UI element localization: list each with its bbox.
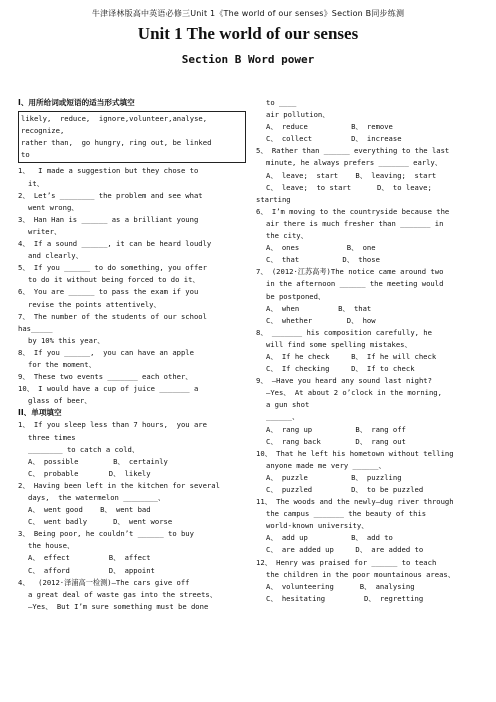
- question-line: will find some spelling mistakes、: [266, 339, 412, 349]
- question-line: C、 probable D、 likely: [28, 468, 151, 478]
- question-line: 9、 —Have you heard any sound last night?: [256, 376, 432, 386]
- word-bank-line: likely, reduce, ignore,volunteer,analyse,: [21, 114, 208, 124]
- question-line: air pollution、: [266, 110, 330, 120]
- word-bank-line: recognize,: [21, 126, 65, 136]
- question-line: C、 rang back D、 rang out: [266, 436, 406, 446]
- section-subtitle: Section B Word power: [181, 53, 315, 66]
- question-line: be postponed、: [266, 291, 326, 301]
- question-line: C、 afford D、 appoint: [28, 565, 155, 575]
- question-line: C、 If checking D、 If to check: [266, 364, 415, 374]
- question-line: 3、 Being poor, he couldn’t ______ to buy: [18, 529, 194, 539]
- question-line: 8、 If you ______, you can have an apple: [18, 347, 194, 357]
- question-line: 11、 The woods and the newly—dug river through: [256, 497, 454, 507]
- word-bank-line: rather than, go hungry, ring out, be linked: [21, 138, 212, 148]
- question-line: has_____: [18, 323, 53, 333]
- section-1-questions: [18, 165, 246, 407]
- right-column: [256, 97, 484, 605]
- question-line: the children in the poor mountainous areas、: [266, 569, 455, 579]
- question-line: A、 when B、 that: [266, 303, 372, 313]
- question-line: C、 puzzled D、 to be puzzled: [266, 485, 424, 494]
- question-line: anyone made me very ______、: [266, 460, 386, 470]
- question-line: revise the points attentively、: [28, 299, 161, 309]
- question-line: 2、 Having been left in the kitchen for several: [18, 480, 220, 490]
- question-line: for the moment、: [28, 359, 96, 369]
- word-bank-box: [18, 111, 246, 163]
- question-line: A、 effect B、 affect: [28, 553, 151, 563]
- question-line: the house、: [28, 541, 75, 551]
- question-line: 1、 If you sleep less than 7 hours, you are: [18, 420, 207, 430]
- question-line: A、 add up B、 add to: [266, 533, 393, 543]
- question-line: A、 went good B、 went bad: [28, 505, 151, 515]
- question-line: A、 reduce B、 remove: [266, 122, 393, 132]
- question-line: and clearly、: [28, 251, 83, 261]
- section-2-title: II、单项填空: [18, 408, 62, 418]
- question-line: 5、 Rather than ______ everything to the last: [256, 146, 450, 156]
- question-line: a great deal of waste gas into the streets、: [28, 589, 217, 599]
- question-line: it、: [28, 178, 44, 188]
- question-line: starting: [256, 194, 291, 204]
- question-line: to ____: [266, 98, 297, 107]
- question-line: to do it without being forced to do it、: [28, 275, 200, 285]
- question-line: C、 collect D、 increase: [266, 134, 402, 144]
- question-line: —Yes、 But I’m sure something must be done: [28, 601, 209, 611]
- question-line: C、 whether D、 how: [266, 315, 376, 325]
- question-line: 4、 If a sound ______, it can be heard loudly: [18, 239, 212, 249]
- question-line: C、 hesitating D、 regretting: [266, 593, 424, 603]
- question-line: minute, he always prefers _______ early、: [266, 158, 442, 168]
- question-line: C、 leave; to start D、 to leave;: [266, 182, 432, 192]
- left-column: [18, 97, 246, 613]
- question-line: went wrong、: [28, 202, 79, 212]
- question-line: 1、 I made a suggestion but they chose to: [18, 166, 199, 176]
- page-header: 牛津译林版高中英语必修三Unit 1《The world of our senses》Section B同步练测: [91, 9, 405, 18]
- section-2-questions-left: [18, 419, 246, 613]
- question-line: 12、 Henry was praised for ______ to teach: [256, 557, 437, 567]
- question-line: the city、: [266, 231, 308, 241]
- question-line: world-known university、: [266, 521, 369, 531]
- section-1-title: I、用所给词或短语的适当形式填空: [18, 98, 135, 107]
- question-line: a gun shot: [266, 400, 310, 410]
- question-line: 6、 I’m moving to the countryside because the: [256, 206, 450, 216]
- question-line: 9、 These two events _______ each other、: [18, 372, 193, 382]
- question-line: 3、 Han Han is ______ as a brilliant young: [18, 214, 199, 224]
- question-line: C、 that D、 those: [266, 255, 380, 265]
- question-line: glass of beer、: [28, 396, 92, 406]
- question-line: A、 ones B、 one: [266, 243, 376, 253]
- question-line: 8、 _______ his composition carefully, he: [256, 327, 432, 337]
- question-line: the campus _______ the beauty of this: [266, 509, 427, 519]
- question-line: 2、 Let’s ________ the problem and see what: [18, 190, 203, 200]
- question-line: A、 If he check B、 If he will check: [266, 351, 437, 361]
- question-line: A、 volunteering B、 analysing: [266, 581, 415, 591]
- question-line: C、 are added up D、 are added to: [266, 545, 424, 555]
- question-line: 10、 That he left his hometown without telling: [256, 448, 454, 458]
- question-line: ________ to catch a cold、: [28, 444, 140, 454]
- question-line: ______、: [266, 412, 300, 422]
- question-line: in the afternoon ______ the meeting would: [266, 279, 444, 289]
- word-bank-line: to: [21, 150, 30, 160]
- question-line: 6、 You are ______ to pass the exam if you: [18, 287, 199, 297]
- question-line: 4、 (2012·泽浦高一检测)—The cars give off: [18, 577, 190, 587]
- question-line: writer、: [28, 226, 62, 236]
- question-line: 5、 If you ______ to do something, you offer: [18, 263, 207, 273]
- question-line: 7、 The number of the students of our school: [18, 311, 207, 321]
- question-line: 7、 (2012·江苏高考)The notice came around two: [256, 267, 444, 277]
- question-line: A、 puzzle B、 puzzling: [266, 472, 402, 482]
- question-line: by 10% this year、: [28, 335, 105, 345]
- question-line: 10、 I would have a cup of juice _______ a: [18, 384, 199, 394]
- question-line: —Yes、 At about 2 o’clock in the morning,: [266, 388, 442, 398]
- question-line: three times: [28, 432, 76, 442]
- question-line: days, the watermelon ________、: [28, 493, 166, 502]
- question-line: A、 rang up B、 rang off: [266, 424, 406, 434]
- question-line: A、 possible B、 certainly: [28, 456, 168, 466]
- page-title: Unit 1 The world of our senses: [137, 24, 359, 43]
- question-line: A、 leave; start B、 leaving; start: [266, 170, 437, 180]
- question-line: air there is much fresher than _______ in: [266, 218, 444, 228]
- question-line: C、 went badly D、 went worse: [28, 517, 173, 527]
